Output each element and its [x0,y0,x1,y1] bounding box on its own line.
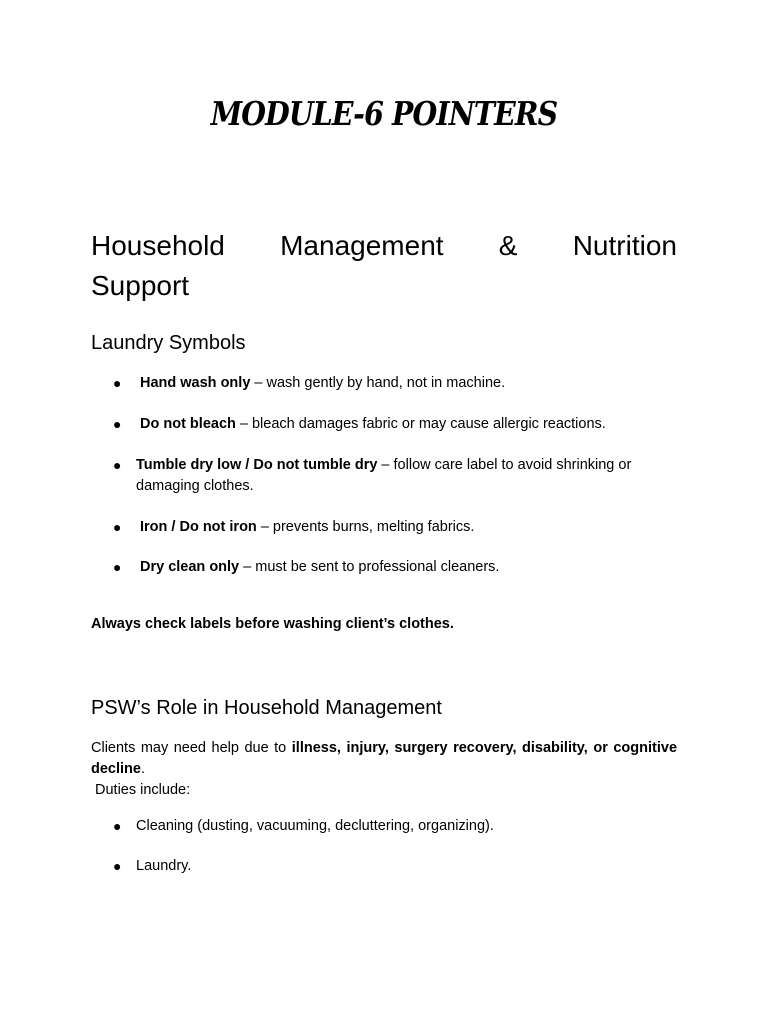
subheading-laundry-symbols: Laundry Symbols [91,332,246,354]
list-item-text [140,373,680,394]
bullet-icon: ● [113,375,122,391]
bullet-icon: ● [113,457,122,473]
laundry-note [91,614,677,635]
heading-word: Household [91,230,225,261]
laundry-note-text: Always check labels before washing client’s clothes. [91,616,454,632]
section-heading-line-2: Support [91,270,190,301]
list-item-desc: – must be sent to professional cleaners. [239,559,500,575]
bullet-icon: ● [113,519,122,535]
section-heading-line-1 [91,226,677,266]
psw-intro-paragraph [91,738,677,780]
bullet-icon: ● [113,416,122,432]
psw-intro-bold: illness, injury, surgery recovery, disability, or cognitive decline [91,740,678,777]
list-item-desc: – follow care label to avoid shrinking or damaging clothes. [136,457,632,494]
psw-intro-prefix: Clients may need help due to [91,740,292,756]
heading-word: Nutrition [572,230,677,261]
subheading-psw-role: PSW’s Role in Household Management [91,697,442,719]
list-item-text [136,455,656,497]
heading-word: & [498,230,518,261]
list-item-term: Hand wash only [140,375,251,391]
bullet-icon: ● [113,818,122,834]
bullet-icon: ● [113,559,122,575]
section-heading-household [91,226,677,306]
list-item-text: Laundry. [136,858,192,874]
list-item-desc: – bleach damages fabric or may cause allergic reactions. [235,416,606,432]
list-item-term: Dry clean only [140,559,240,575]
list-item-term: Iron / Do not iron [140,519,257,535]
list-item-text [140,557,680,578]
heading-word: Management [280,230,444,261]
list-item-desc: – prevents burns, melting fabrics. [256,519,475,535]
bullet-icon: ● [113,858,122,874]
page-title: MODULE-6 POINTERS [210,94,558,133]
list-item-text [140,414,680,435]
list-item-text: Cleaning (dusting, vacuuming, decluttering, organizing). [136,818,494,834]
list-item-text [140,517,680,538]
list-item-term: Do not bleach [140,416,236,432]
list-item-term: Tumble dry low / Do not tumble dry [136,457,378,473]
duties-label: Duties include: [95,782,191,798]
list-item-desc: – wash gently by hand, not in machine. [250,375,506,391]
psw-intro-suffix: . [140,761,145,777]
